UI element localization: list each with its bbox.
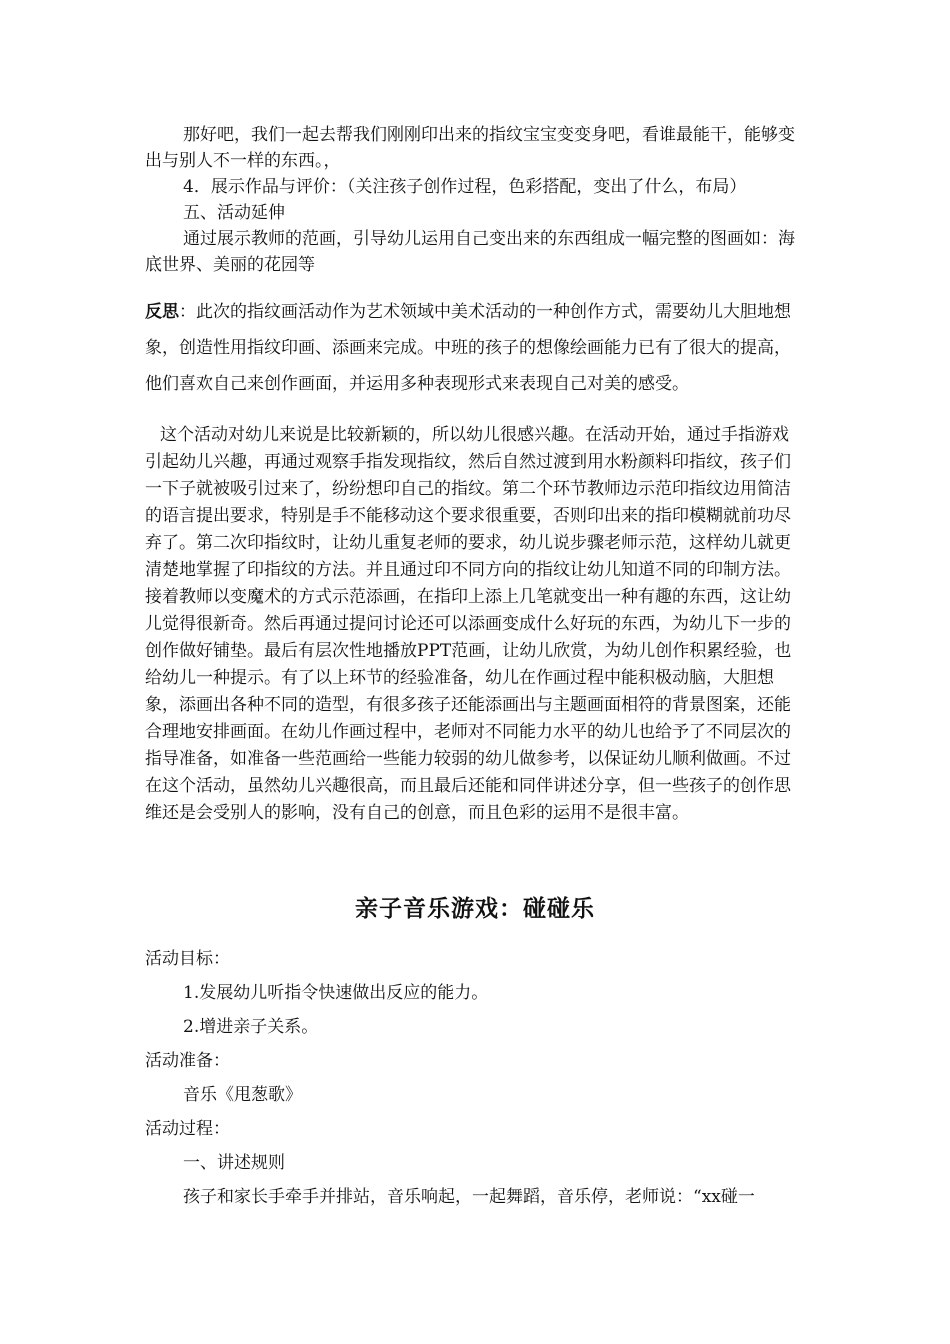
section-game-body <box>145 942 805 1214</box>
paragraph: 通过展示教师的范画，引导幼儿运用自己变出来的东西组成一幅完整的图画如：海底世界、美丽的花园等 <box>145 229 795 275</box>
section-game <box>145 890 805 923</box>
paragraph: 孩子和家长手牵手并排站，音乐响起，一起舞蹈，音乐停，老师说：“xx碰一 <box>183 1187 755 1207</box>
section-heading: 活动过程： <box>145 1119 230 1139</box>
paragraph: 那好吧，我们一起去帮我们刚刚印出来的指纹宝宝变变身吧，看谁最能干，能够变出与别人不一样的东西。， <box>145 125 795 171</box>
reflection-label: 反思 <box>145 302 179 322</box>
section-heading: 活动准备： <box>145 1051 230 1071</box>
list-item: 2.增进亲子关系。 <box>183 1017 319 1037</box>
section-heading: 活动目标： <box>145 949 230 969</box>
paragraph: 4．展示作品与评价：（关注孩子创作过程，色彩搭配，变出了什么，布局） <box>183 177 747 197</box>
step-heading: 一、讲述规则 <box>183 1153 285 1173</box>
reflection-paragraph <box>145 294 805 402</box>
list-item: 音乐《甩葱歌》 <box>183 1085 302 1105</box>
paragraph: 这个活动对幼儿来说是比较新颖的，所以幼儿很感兴趣。在活动开始，通过手指游戏引起幼儿兴趣，再通过观察手指发现指纹，然后自然过渡到用水粉颜料印指纹，孩子们一下子就被吸引过来了，纷纷想印自己的指纹。第二个环节教师边示范印指纹边用简洁的语言提出要求，特别是手不能移动这个要求很重要，否则印出来的指印模糊就前功尽弃了。第二次印指纹时，让幼儿重复老师的要求，幼儿说步骤老师示范，这样幼儿就更清楚地掌握了印指纹的方法。并且通过印不同方向的指纹让幼儿知道不同的印制方法。接着教师以变魔术的方式示范添画，在指印上添上几笔就变出一种有趣的东西，这让幼儿觉得很新奇。然后再通过提问讨论还可以添画变成什么好玩的东西，为幼儿下一步的创作做好铺垫。最后有层次性地播放PPT范画，让幼儿欣赏，为幼儿创作积累经验，也给幼儿一种提示。有了以上环节的经验准备，幼儿在作画过程中能积极动脑，大胆想象，添画出各种不同的造型，有很多孩子还能添画出与主题画面相符的背景图案，还能合理地安排画面。在幼儿作画过程中，老师对不同能力水平的幼儿也给予了不同层次的指导准备，如准备一些范画给一些能力较弱的幼儿做参考，以保证幼儿顺利做画。不过在这个活动，虽然幼儿兴趣很高，而且最后还能和同伴讲述分享，但一些孩子的创作思维还是会受别人的影响，没有自己的创意，而且色彩的运用不是很丰富。 <box>145 425 792 823</box>
page-title: 亲子音乐游戏：碰碰乐 <box>355 896 595 922</box>
section-heading: 五、活动延伸 <box>183 203 285 223</box>
section-reflection <box>145 294 805 402</box>
section-reflection-body <box>145 422 805 827</box>
section-activity-extension <box>145 122 805 278</box>
reflection-separator: ： <box>179 302 196 322</box>
list-item: 1.发展幼儿听指令快速做出反应的能力。 <box>183 983 489 1003</box>
reflection-text: 此次的指纹画活动作为艺术领域中美术活动的一种创作方式，需要幼儿大胆地想象，创造性用指纹印画、添画来完成。中班的孩子的想像绘画能力已有了很大的提高，他们喜欢自己来创作画面，并运用多种表现形式来表现自己对美的感受。 <box>145 302 791 394</box>
